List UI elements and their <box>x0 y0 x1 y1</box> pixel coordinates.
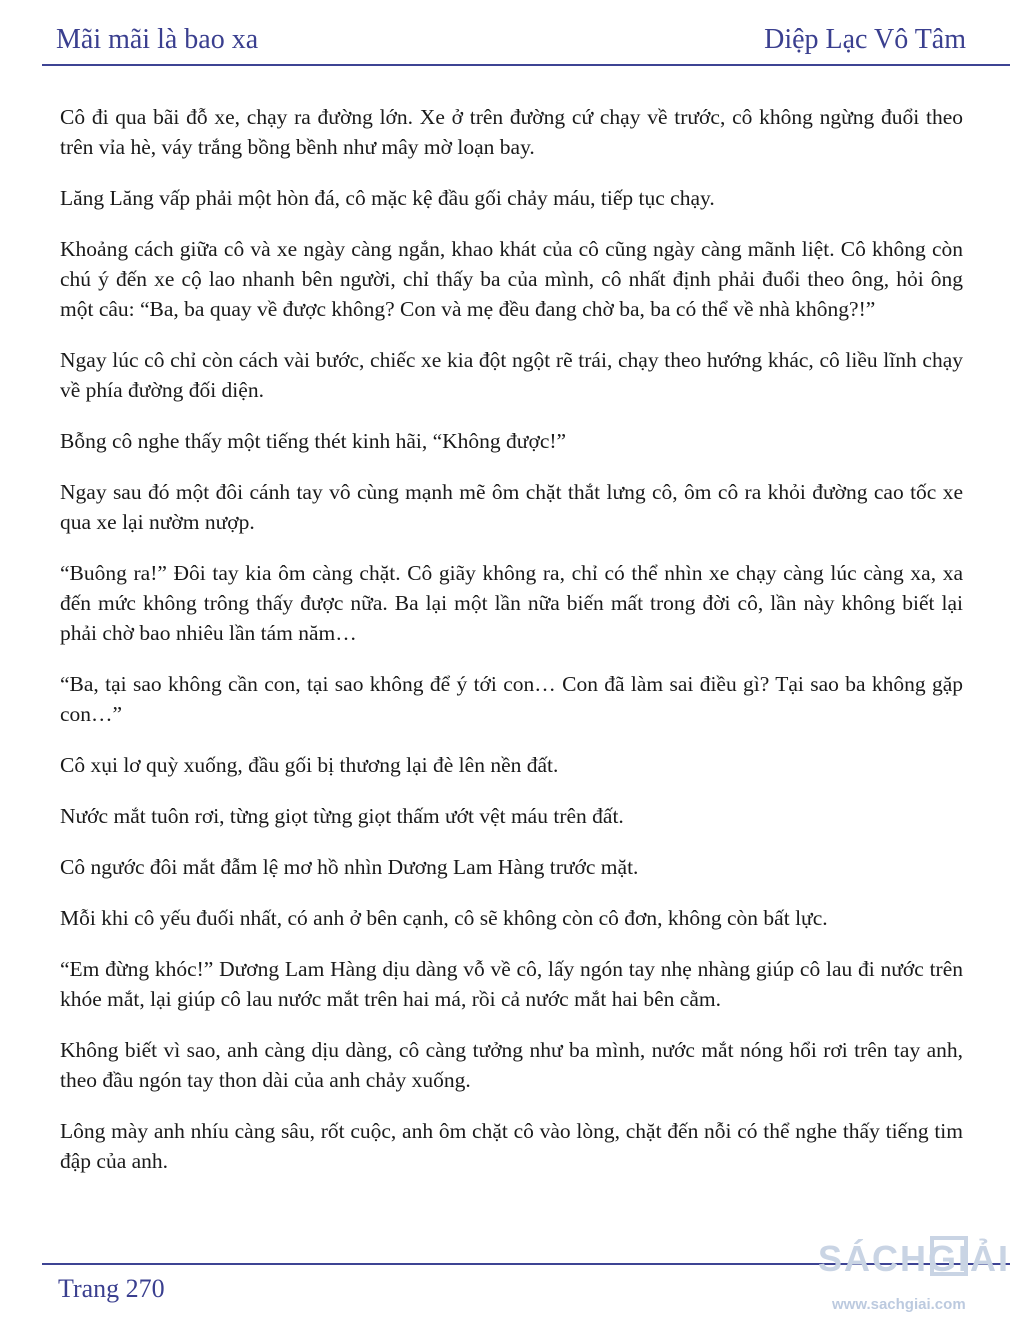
paragraph: “Em đừng khóc!” Dương Lam Hàng dịu dàng vỗ về cô, lấy ngón tay nhẹ nhàng giúp cô lau đi nước trên khóe mắt, lại giúp cô lau nước mắt trên hai má, rồi cả nước mắt hai bên cằm. <box>60 957 963 1011</box>
page-body <box>60 102 963 1197</box>
page-number: Trang 270 <box>58 1274 165 1303</box>
paragraph: Bỗng cô nghe thấy một tiếng thét kinh hãi, “Không được!” <box>60 429 567 453</box>
paragraph: Lông mày anh nhíu càng sâu, rốt cuộc, anh ôm chặt cô vào lòng, chặt đến nỗi có thể nghe thấy tiếng tim đập của anh. <box>60 1119 963 1173</box>
watermark-url: www.sachgiai.com <box>832 1296 966 1313</box>
author-name: Diệp Lạc Vô Tâm <box>764 24 966 55</box>
paragraph: Mỗi khi cô yếu đuối nhất, có anh ở bên cạnh, cô sẽ không còn cô đơn, không còn bất lực. <box>60 906 828 930</box>
paragraph: “Buông ra!” Đôi tay kia ôm càng chặt. Cô giãy không ra, chỉ có thể nhìn xe chạy càng lúc càng xa, xa đến mức không trông thấy được nữa. Ba lại một lần nữa biến mất trong đời cô, lần này không biết lại phải chờ bao nhiêu lần tám năm… <box>60 561 963 645</box>
paragraph: Nước mắt tuôn rơi, từng giọt từng giọt thấm ướt vệt máu trên đất. <box>60 804 624 828</box>
paragraph: Cô xụi lơ quỳ xuống, đầu gối bị thương lại đè lên nền đất. <box>60 753 559 777</box>
paragraph: Ngay lúc cô chỉ còn cách vài bước, chiếc xe kia đột ngột rẽ trái, chạy theo hướng khác, cô liều lĩnh chạy về phía đường đối diện. <box>60 348 963 402</box>
watermark-brand: SÁCHGIẢI <box>818 1238 1011 1279</box>
paragraph: Cô đi qua bãi đỗ xe, chạy ra đường lớn. Xe ở trên đường cứ chạy về trước, cô không ngừng đuổi theo trên vỉa hè, váy trắng bồng bềnh như mây mờ loạn bay. <box>60 105 963 159</box>
paragraph: “Ba, tại sao không cần con, tại sao không để ý tới con… Con đã làm sai điều gì? Tại sao ba không gặp con…” <box>60 672 963 726</box>
paragraph: Ngay sau đó một đôi cánh tay vô cùng mạnh mẽ ôm chặt thắt lưng cô, ôm cô ra khỏi đường cao tốc xe qua xe lại nườm nượp. <box>60 480 963 534</box>
header-divider <box>42 64 1010 66</box>
paragraph: Khoảng cách giữa cô và xe ngày càng ngắn, khao khát của cô cũng ngày càng mãnh liệt. Cô không còn chú ý đến xe cộ lao nhanh bên người, chỉ thấy ba của mình, cô nhất định phải đuổi theo ông, hỏi ông một câu: “Ba, ba quay về được không? Con và mẹ đều đang chờ ba, ba có thể về nhà không?!” <box>60 237 963 321</box>
book-title: Mãi mãi là bao xa <box>56 24 259 55</box>
paragraph: Lăng Lăng vấp phải một hòn đá, cô mặc kệ đầu gối chảy máu, tiếp tục chạy. <box>60 186 715 210</box>
watermark-logo <box>818 1232 1024 1322</box>
paragraph: Không biết vì sao, anh càng dịu dàng, cô càng tưởng như ba mình, nước mắt nóng hổi rơi trên tay anh, theo đầu ngón tay thon dài của anh chảy xuống. <box>60 1038 963 1092</box>
paragraph: Cô ngước đôi mắt đẫm lệ mơ hồ nhìn Dương Lam Hàng trước mặt. <box>60 855 639 879</box>
